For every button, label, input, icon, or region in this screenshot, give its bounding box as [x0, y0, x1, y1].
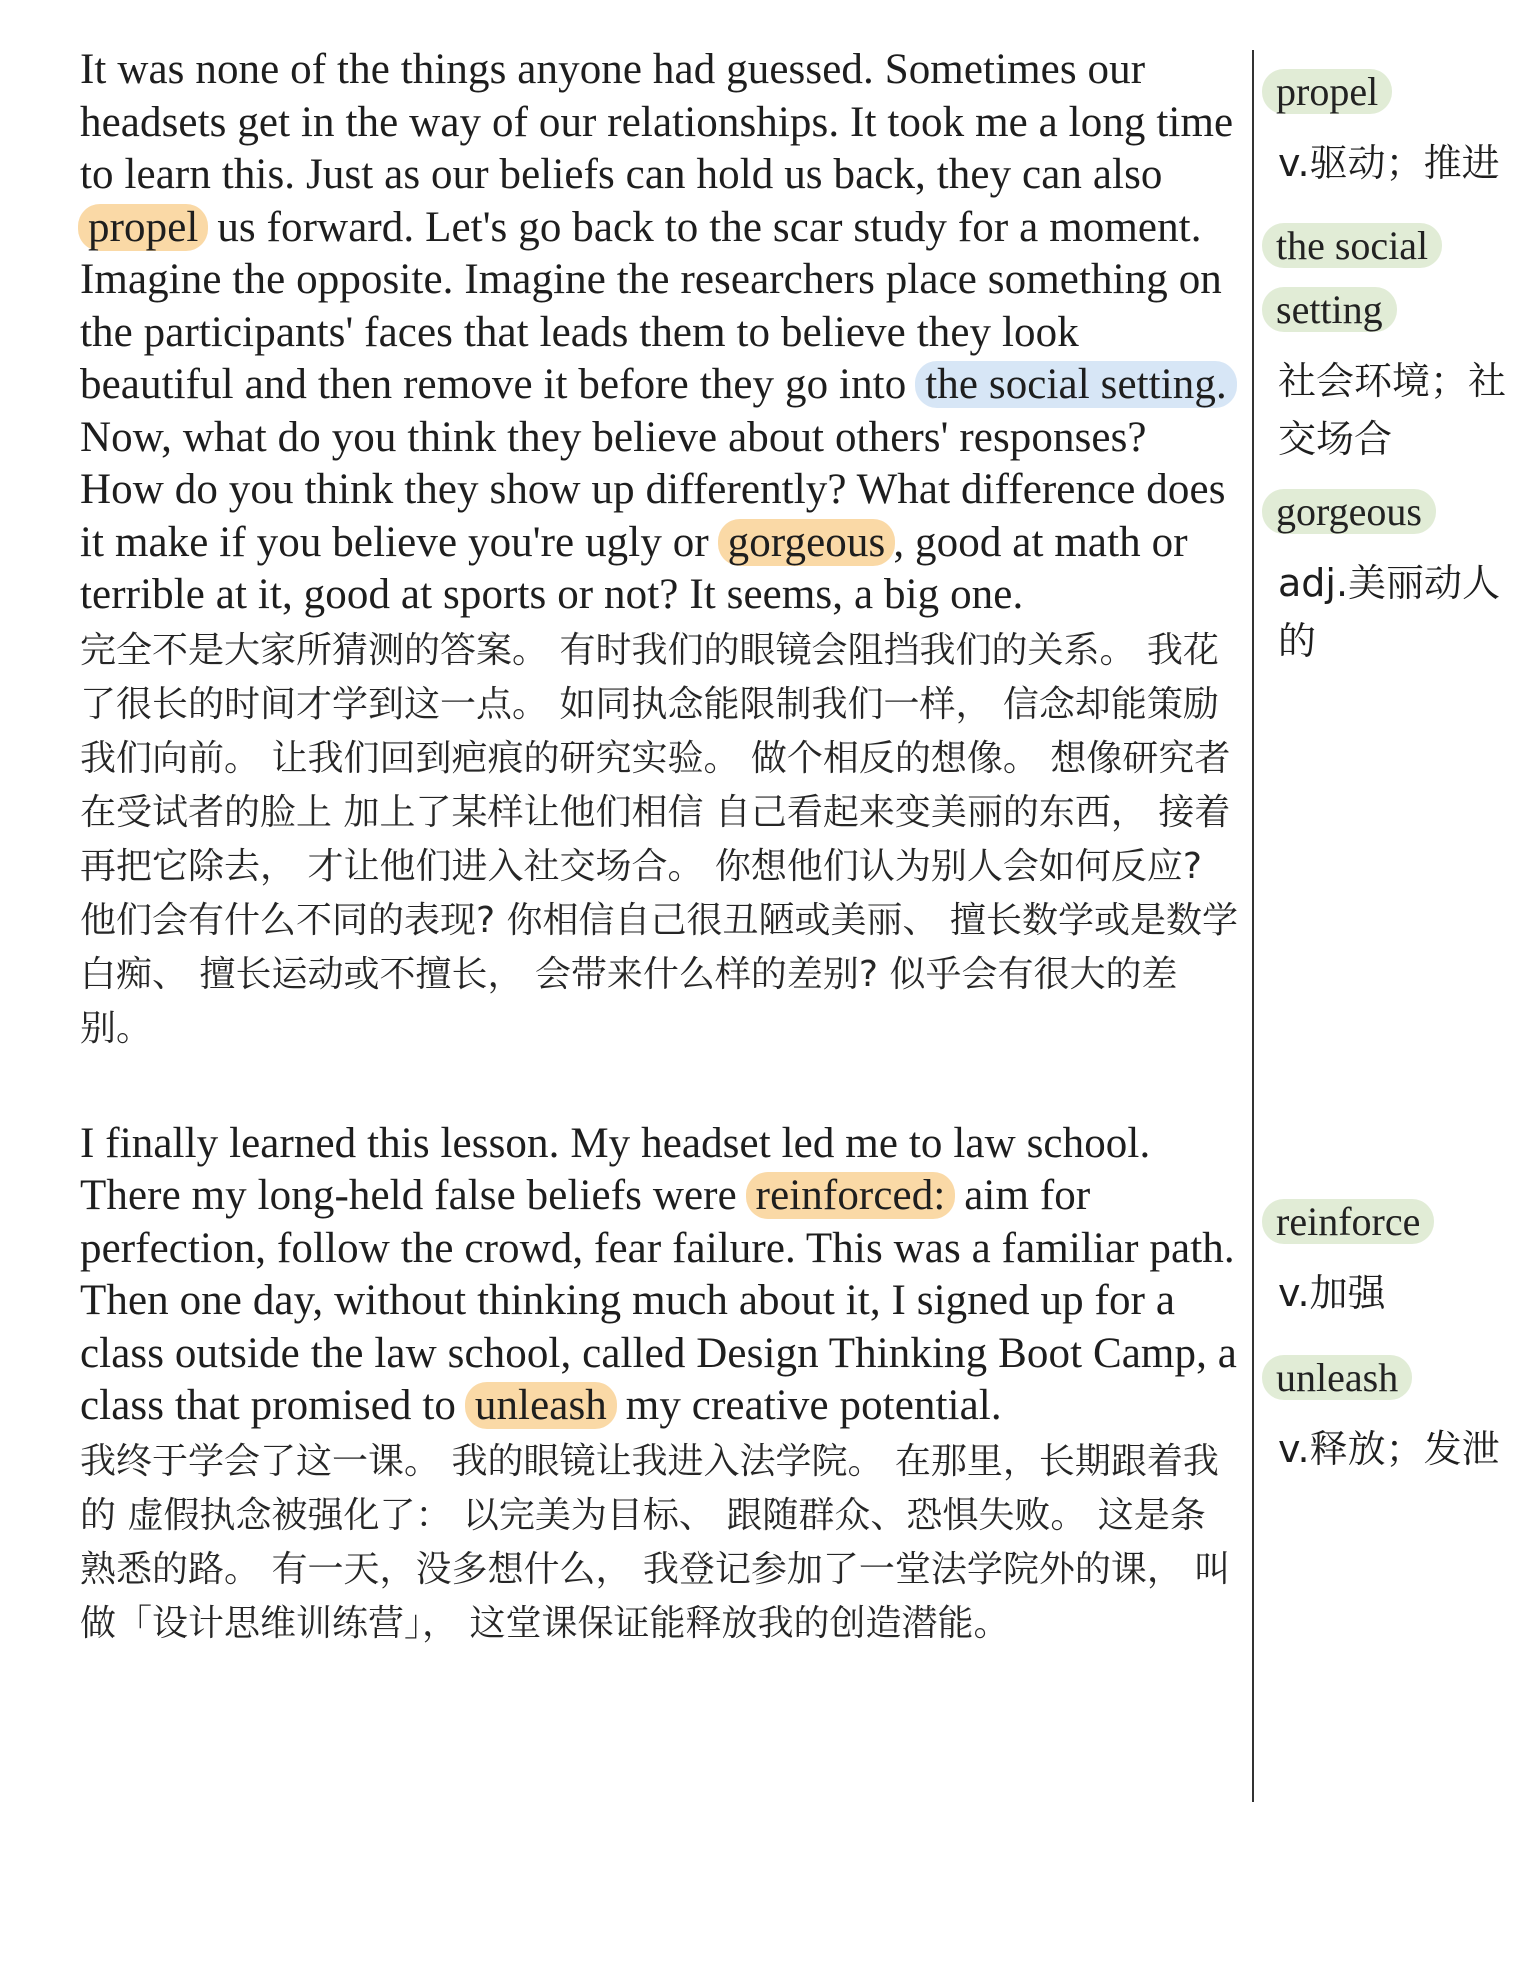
glossary-definition: adj.美丽动人的	[1278, 561, 1501, 663]
paragraph-1	[80, 44, 1240, 1056]
glossary-definition: 社会环境；社交场合	[1278, 359, 1507, 461]
glossary-entry-propel	[1262, 66, 1522, 192]
glossary-term[interactable]: unleash	[1262, 1355, 1412, 1400]
glossary-term-line1[interactable]: the social	[1262, 223, 1442, 268]
highlight-unleash[interactable]: unleash	[465, 1382, 617, 1429]
text-run: Now, what do you think they believe about others' responses? How do you think they show up differently? What difference does it make if you believe you're ugly or	[80, 413, 1226, 566]
text-run: my creative potential.	[625, 1382, 1002, 1429]
glossary-term[interactable]: gorgeous	[1262, 489, 1436, 534]
glossary-term[interactable]: propel	[1262, 69, 1392, 114]
text-run: It was none of the things anyone had guessed. Sometimes our headsets get in the way of our relationships. It took me a long time to learn this. Just as our beliefs can hold us back, they can also	[80, 46, 1234, 198]
chinese-translation-2: 我终于学会了这一课。 我的眼镜让我进入法学院。 在那里，长期跟着我的 虚假执念被强化了： 以完美为目标、 跟随群众、恐惧失败。 这是条熟悉的路。 有一天，没多想什么， 我登记参加了一堂法学院外的课， 叫做「设计思维训练营」， 这堂课保证能释放我的创造潜能。	[80, 1440, 1231, 1644]
glossary-entry-reinforce	[1262, 1196, 1522, 1322]
glossary-term[interactable]: reinforce	[1262, 1199, 1434, 1244]
highlight-propel[interactable]: propel	[78, 204, 208, 251]
chinese-translation-1: 完全不是大家所猜测的答案。 有时我们的眼镜会阻挡我们的关系。 我花了很长的时间才学到这一点。 如同执念能限制我们一样， 信念却能策励我们向前。 让我们回到疤痕的研究实验。 做个相反的想像。 想像研究者在受试者的脸上 加上了某样让他们相信 自己看起来变美丽的东西， 接着再把它除去， 才让他们进入社交场合。 你想他们认为别人会如何反应? 他们会有什么不同的表现? 你相信自己很丑陋或美丽、 擅长数学或是数学白痴、 擅长运动或不擅长， 会带来什么样的差别? 似乎会有很大的差别。	[80, 629, 1238, 1049]
glossary-entry-gorgeous	[1262, 486, 1522, 670]
glossary-definition: v.驱动；推进	[1278, 141, 1500, 185]
paragraph-2	[80, 1118, 1240, 1651]
column-divider	[1252, 50, 1254, 1802]
glossary-definition: v.释放；发泄	[1278, 1427, 1500, 1471]
glossary-entry-the-social-setting	[1262, 220, 1522, 468]
main-text-column	[80, 44, 1240, 1651]
glossary-term-line2[interactable]: setting	[1262, 287, 1397, 332]
text-run: aim for perfection, follow the crowd, fear failure. This was a familiar path. Then one day, without thinking much about it, I signed up for a class outside the law school, called Design Thinking Boot Camp, a class that promised to	[80, 1172, 1237, 1429]
glossary-entry-unleash	[1262, 1352, 1522, 1478]
text-run: us forward. Let's go back to the scar study for a moment. Imagine the opposite. Imagine the researchers place something on the participants' faces that leads them to believe they look beautiful and then remove it before they go into	[80, 203, 1222, 408]
text-run: I finally learned this lesson. My headset led me to law school. There my long-held false beliefs were	[80, 1119, 1151, 1219]
english-passage-2	[80, 1118, 1240, 1433]
highlight-the-social-setting[interactable]: the social setting.	[915, 361, 1237, 408]
glossary-definition: v.加强	[1278, 1271, 1386, 1315]
english-passage-1	[80, 44, 1240, 622]
highlight-gorgeous[interactable]: gorgeous	[718, 519, 896, 566]
text-run: , good at math or terrible at it, good at sports or not? It seems, a big one.	[80, 518, 1188, 618]
highlight-reinforced[interactable]: reinforced:	[746, 1172, 956, 1219]
